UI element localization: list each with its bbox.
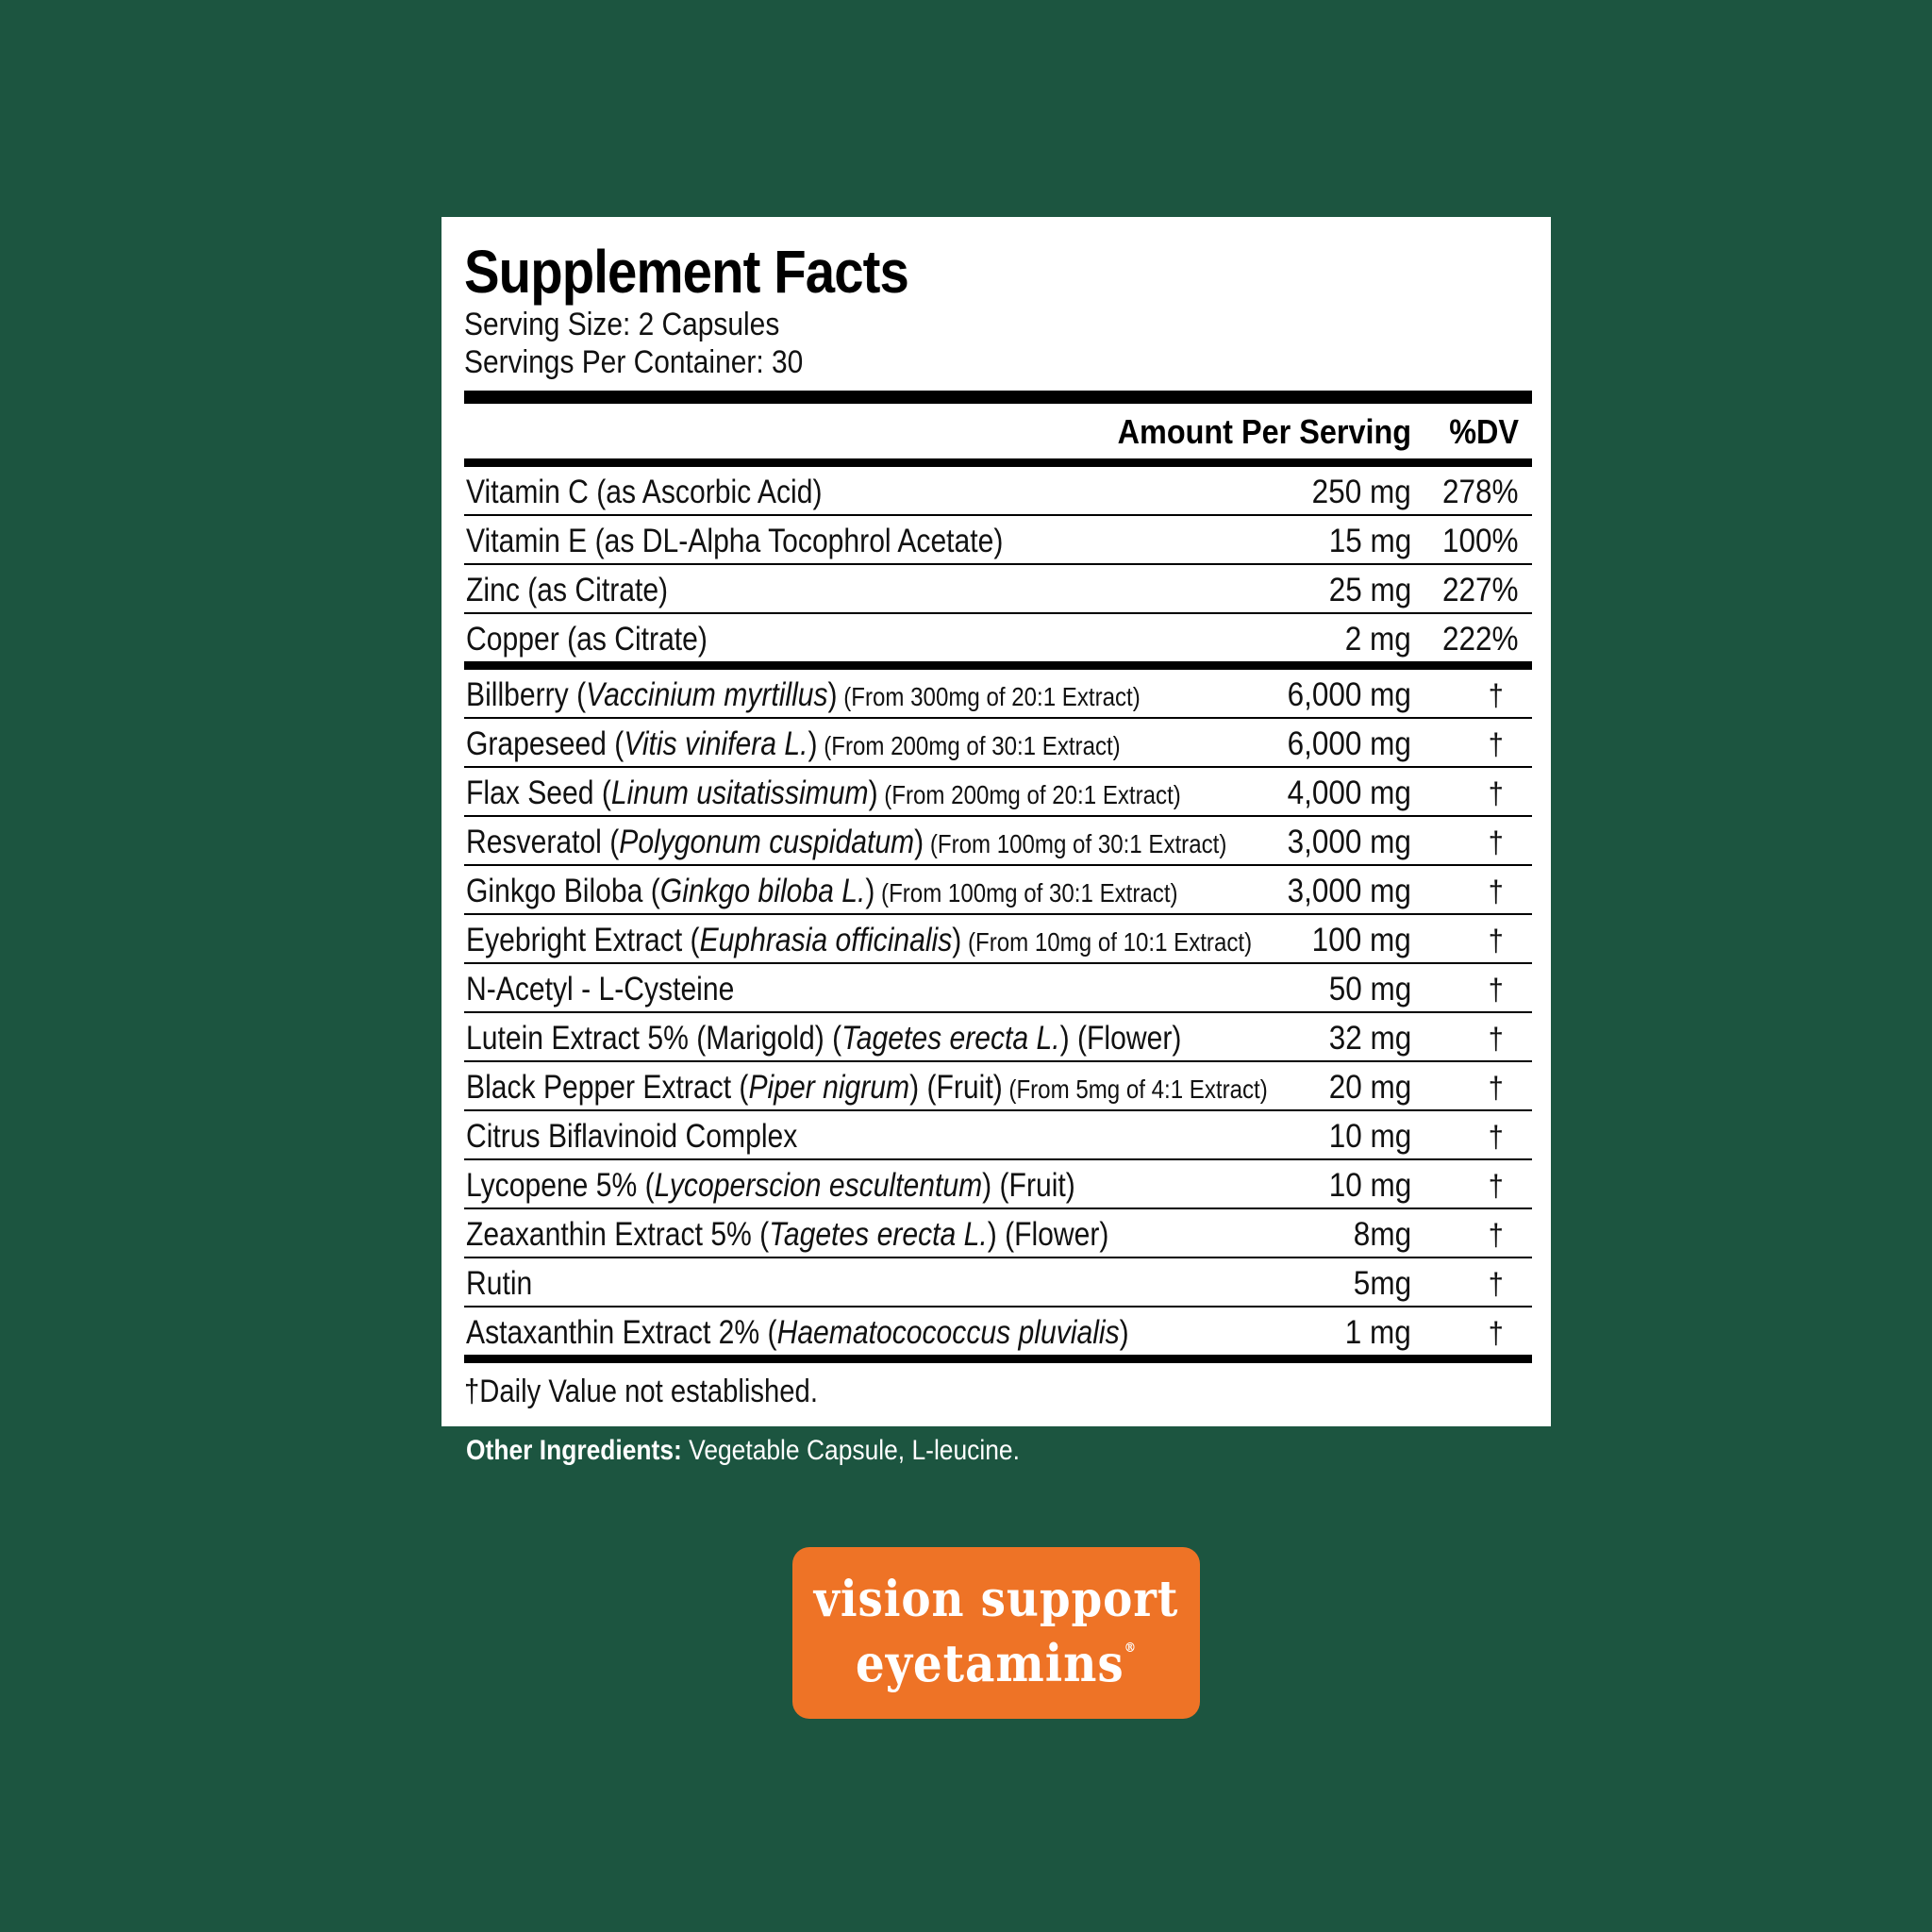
nutrient-amount: 15 mg <box>1328 523 1411 559</box>
ingredient-dv: † <box>1488 874 1504 908</box>
ingredient-common-name: Eyebright Extract ( <box>466 922 700 958</box>
ingredient-dv: † <box>1488 776 1504 810</box>
ingredient-extract-note: (From 10mg of 10:1 Extract) <box>961 927 1253 957</box>
nutrient-dv: 100% <box>1442 523 1519 559</box>
vitamin-rows <box>464 467 1532 670</box>
table-row <box>464 670 1532 719</box>
ingredient-post: ) (Fruit) <box>982 1167 1075 1204</box>
ingredient-extract-note: (From 5mg of 4:1 Extract) <box>1002 1074 1268 1104</box>
table-row <box>464 817 1532 866</box>
nutrient-amount: 2 mg <box>1344 621 1411 658</box>
logo-brand-name: eyetamins <box>855 1633 1124 1693</box>
ingredient-amount: 32 mg <box>1328 1020 1411 1057</box>
ingredient-scientific-name: Vaccinium myrtillus <box>586 676 828 713</box>
ingredient-dv: † <box>1488 1267 1504 1301</box>
ingredient-post: ) <box>952 922 962 958</box>
ingredient-amount: 4,000 mg <box>1287 774 1411 811</box>
ingredient-dv: † <box>1488 1316 1504 1350</box>
table-row <box>464 768 1532 817</box>
ingredient-post: ) <box>868 774 878 811</box>
ingredient-name <box>466 823 1226 864</box>
serving-size: Serving Size: 2 Capsules <box>464 307 780 342</box>
ingredient-amount: 3,000 mg <box>1287 873 1411 909</box>
ingredient-post: ) <box>1119 1314 1129 1351</box>
ingredient-post: ) <box>808 725 818 762</box>
ingredient-common-name: Astaxanthin Extract 2% ( <box>466 1314 777 1351</box>
table-row <box>464 1209 1532 1258</box>
ingredient-post: ) <box>827 676 838 713</box>
ingredient-scientific-name: Tagetes erecta L. <box>841 1020 1060 1057</box>
nutrient-name: Vitamin C (as Ascorbic Acid) <box>466 474 823 510</box>
table-row <box>464 1307 1532 1363</box>
table-row <box>464 719 1532 768</box>
nutrient-name: Zinc (as Citrate) <box>466 572 669 608</box>
ingredient-scientific-name: Vitis vinifera L. <box>624 725 808 762</box>
column-header <box>464 404 1532 467</box>
ingredient-name <box>466 1264 532 1306</box>
ingredient-extract-note: (From 200mg of 20:1 Extract) <box>877 780 1181 809</box>
ingredient-amount: 5mg <box>1353 1265 1411 1302</box>
ingredient-scientific-name: Piper nigrum <box>748 1069 910 1106</box>
ingredient-post: ) <box>914 824 924 860</box>
ingredient-amount: 10 mg <box>1328 1118 1411 1155</box>
nutrient-amount: 250 mg <box>1311 474 1411 510</box>
ingredient-name <box>466 872 1178 913</box>
ingredient-scientific-name: Ginkgo biloba L. <box>659 873 866 909</box>
ingredient-scientific-name: Lycoperscion escultentum <box>654 1167 983 1204</box>
ingredient-scientific-name: Euphrasia officinalis <box>699 922 953 958</box>
ingredient-scientific-name: Tagetes erecta L. <box>769 1216 988 1253</box>
nutrient-dv: 222% <box>1442 621 1519 658</box>
other-ingredients <box>466 1432 1020 1470</box>
ingredient-rows <box>464 670 1532 1363</box>
ingredient-common-name: Resveratol ( <box>466 824 620 860</box>
ingredient-name <box>466 1019 1181 1060</box>
nutrient-dv: 227% <box>1442 572 1519 608</box>
table-row <box>464 565 1532 614</box>
ingredient-post: ) (Flower) <box>1059 1020 1182 1057</box>
table-row <box>464 1013 1532 1062</box>
ingredient-dv: † <box>1488 1022 1504 1056</box>
ingredient-post: ) (Fruit) <box>909 1069 1003 1106</box>
ingredient-common-name: Zeaxanthin Extract 5% ( <box>466 1216 770 1253</box>
logo-brand-line <box>813 1634 1180 1692</box>
thick-divider <box>464 391 1532 404</box>
brand-logo <box>792 1547 1200 1719</box>
ingredient-common-name: Lutein Extract 5% (Marigold) ( <box>466 1020 842 1057</box>
ingredient-amount: 10 mg <box>1328 1167 1411 1204</box>
ingredient-common-name: Lycopene 5% ( <box>466 1167 655 1204</box>
panel-title: Supplement Facts <box>464 238 908 306</box>
ingredient-name <box>466 1068 1268 1109</box>
table-row <box>464 1160 1532 1209</box>
ingredient-name <box>466 724 1121 766</box>
nutrient-dv: 278% <box>1442 474 1519 510</box>
ingredient-common-name: Flax Seed ( <box>466 774 611 811</box>
ingredient-post: ) <box>865 873 875 909</box>
ingredient-dv: † <box>1488 924 1504 958</box>
ingredient-dv: † <box>1488 678 1504 712</box>
ingredient-scientific-name: Haematocococcus pluvialis <box>776 1314 1120 1351</box>
table-row <box>464 1111 1532 1160</box>
table-row <box>464 866 1532 915</box>
other-ingredients-value: Vegetable Capsule, L-leucine. <box>681 1435 1020 1466</box>
table-row <box>464 516 1532 565</box>
ingredient-common-name: Rutin <box>466 1265 533 1302</box>
ingredient-amount: 20 mg <box>1328 1069 1411 1106</box>
ingredient-common-name: N-Acetyl - L-Cysteine <box>466 971 735 1008</box>
ingredient-amount: 3,000 mg <box>1287 824 1411 860</box>
table-row <box>464 964 1532 1013</box>
ingredient-amount: 6,000 mg <box>1287 725 1411 762</box>
dv-column-header: %DV <box>1449 412 1519 451</box>
ingredient-extract-note: (From 300mg of 20:1 Extract) <box>837 682 1141 711</box>
table-row <box>464 1258 1532 1307</box>
other-ingredients-label: Other Ingredients: <box>466 1435 682 1466</box>
ingredient-name <box>466 774 1181 815</box>
table-row <box>464 915 1532 964</box>
ingredient-common-name: Black Pepper Extract ( <box>466 1069 749 1106</box>
ingredient-name <box>466 1215 1108 1257</box>
nutrient-name: Vitamin E (as DL-Alpha Tocophrol Acetate) <box>466 523 1004 559</box>
ingredient-post: ) (Flower) <box>987 1216 1109 1253</box>
ingredient-dv: † <box>1488 727 1504 761</box>
ingredient-name <box>466 1166 1075 1208</box>
amount-column-header: Amount Per Serving <box>1117 412 1411 451</box>
ingredient-name <box>466 1117 797 1158</box>
ingredient-dv: † <box>1488 1071 1504 1105</box>
ingredient-common-name: Ginkgo Biloba ( <box>466 873 660 909</box>
ingredient-extract-note: (From 100mg of 30:1 Extract) <box>924 829 1227 858</box>
ingredient-amount: 1 mg <box>1344 1314 1411 1351</box>
ingredient-name <box>466 1313 1129 1355</box>
ingredient-amount: 100 mg <box>1311 922 1411 958</box>
ingredient-amount: 50 mg <box>1328 971 1411 1008</box>
ingredient-dv: † <box>1488 1169 1504 1203</box>
ingredient-name <box>466 921 1252 962</box>
ingredient-dv: † <box>1488 1218 1504 1252</box>
ingredient-name <box>466 970 734 1011</box>
ingredient-dv: † <box>1488 825 1504 859</box>
ingredient-amount: 8mg <box>1353 1216 1411 1253</box>
logo-tagline: vision support <box>813 1571 1179 1628</box>
daily-value-footnote: †Daily Value not established. <box>464 1374 818 1409</box>
ingredient-common-name: Grapeseed ( <box>466 725 625 762</box>
ingredient-dv: † <box>1488 1120 1504 1154</box>
ingredient-extract-note: (From 200mg of 30:1 Extract) <box>817 731 1121 760</box>
supplement-facts-panel <box>441 217 1551 1426</box>
table-row <box>464 1062 1532 1111</box>
ingredient-name <box>466 675 1141 717</box>
table-row <box>464 614 1532 670</box>
ingredient-amount: 6,000 mg <box>1287 676 1411 713</box>
ingredient-common-name: Citrus Biflavinoid Complex <box>466 1118 798 1155</box>
servings-per-container: Servings Per Container: 30 <box>464 344 804 380</box>
nutrient-name: Copper (as Citrate) <box>466 621 708 658</box>
ingredient-dv: † <box>1488 973 1504 1007</box>
ingredient-scientific-name: Polygonum cuspidatum <box>619 824 915 860</box>
ingredient-extract-note: (From 100mg of 30:1 Extract) <box>874 878 1178 908</box>
ingredient-common-name: Billberry ( <box>466 676 587 713</box>
table-row <box>464 467 1532 516</box>
ingredient-scientific-name: Linum usitatissimum <box>610 774 869 811</box>
registered-mark: ® <box>1124 1641 1138 1656</box>
nutrient-amount: 25 mg <box>1328 572 1411 608</box>
